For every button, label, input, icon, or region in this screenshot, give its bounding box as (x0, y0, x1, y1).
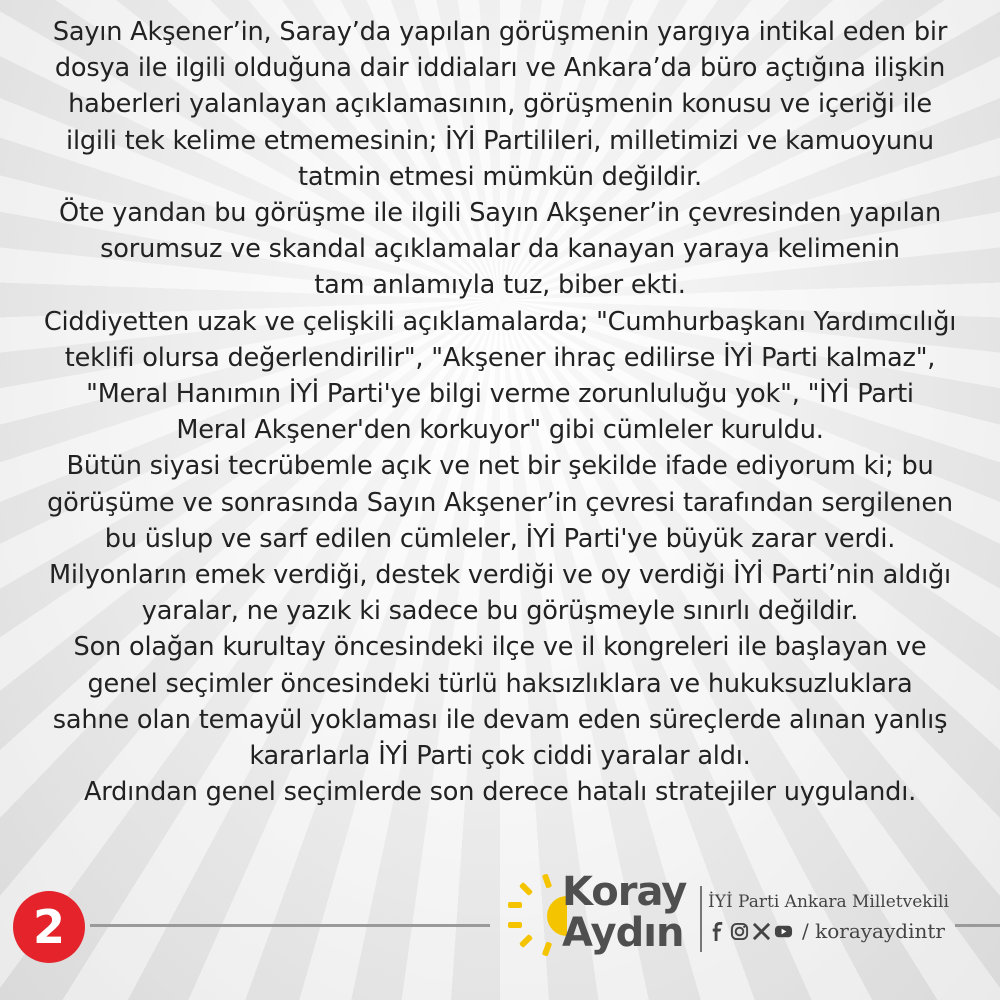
statement-line: sahne olan temayül yoklaması ile devam eden süreçlerde alınan yanlış (52, 704, 948, 735)
statement-line: bu üslup ve sarf edilen cümleler, İYİ Parti'ye büyük zarar verdi. (104, 523, 896, 554)
statement-line: dosya ile ilgili olduğuna dair iddiaları ve Ankara’da büro açtığına ilişkin (54, 53, 946, 84)
statement-line: Milyonların emek verdiği, destek verdiği ve oy verdiği İYİ Parti’nin aldığı (49, 560, 951, 591)
statement-line: genel seçimler öncesindeki türlü haksızlıklara ve hukuksuzluklara (87, 668, 913, 699)
brand-name-last: Aydın (562, 910, 684, 956)
statement-line: Ardından genel seçimlerde son derece hatalı stratejiler uygulandı. (83, 777, 917, 808)
statement-line: kararlarla İYİ Parti çok ciddi yaralar aldı. (249, 741, 751, 772)
statement-line: Meral Akşener'den korkuyor" gibi cümleler kuruldu. (176, 415, 824, 446)
brand-name-first: Koray (562, 869, 687, 915)
social-handle[interactable]: / korayaydintr (802, 919, 945, 943)
statement-line: Öte yandan bu görüşme ile ilgili Sayın Akşener’in çevresinden yapılan (59, 198, 941, 229)
brand-name (562, 869, 702, 956)
statement-line: sorumsuz ve skandal açıklamalar da kanayan yaraya kelimenin (100, 234, 900, 265)
statement-line: tam anlamıyla tuz, biber ekti. (314, 270, 686, 301)
statement-line: Sayın Akşener’in, Saray’da yapılan görüşmenin yargıya intikal eden bir (52, 17, 948, 47)
footer-divider-line (955, 924, 1000, 927)
statement-line: haberleri yalanlayan açıklamasının, görüşmenin konusu ve içeriği ile (68, 89, 932, 120)
statement-line: ilgili tek kelime etmemesinin; İYİ Partilileri, milletimizi ve kamuoyunu (66, 125, 934, 156)
x-icon[interactable] (752, 922, 771, 941)
statement-line: yaralar, ne yazık ki sadece bu görüşmeyle sınırlı değildir. (141, 596, 859, 627)
page-number-badge: 2 (13, 891, 85, 963)
instagram-icon[interactable] (730, 922, 749, 941)
statement-line: teklifi olursa değerlendirilir", "Akşener ihraç edilirse İYİ Parti kalmaz", (64, 342, 936, 373)
statement-line: Son olağan kurultay öncesindeki ilçe ve il kongreleri ile başlayan ve (73, 632, 927, 663)
brand-divider (700, 886, 702, 952)
statement-line: Ciddiyetten uzak ve çelişkili açıklamalarda; "Cumhurbaşkanı Yardımcılığı (43, 306, 957, 337)
social-links (708, 919, 945, 943)
role-title: İYİ Parti Ankara Milletvekili (708, 892, 949, 912)
statement-line: tatmin etmesi mümkün değildir. (297, 161, 702, 192)
statement-line: Bütün siyasi tecrübemle açık ve net bir şekilde ifade ediyorum ki; bu (66, 451, 934, 482)
statement-line: "Meral Hanımın İYİ Parti'ye bilgi verme zorunluluğu yok", "İYİ Parti (86, 379, 914, 410)
youtube-icon[interactable] (774, 922, 793, 941)
statement-text (12, 14, 988, 810)
footer-divider-line (90, 924, 490, 927)
statement-line: görüşüme ve sonrasında Sayın Akşener’in çevresi tarafından sergilenen (47, 487, 953, 518)
facebook-icon[interactable] (708, 922, 727, 941)
